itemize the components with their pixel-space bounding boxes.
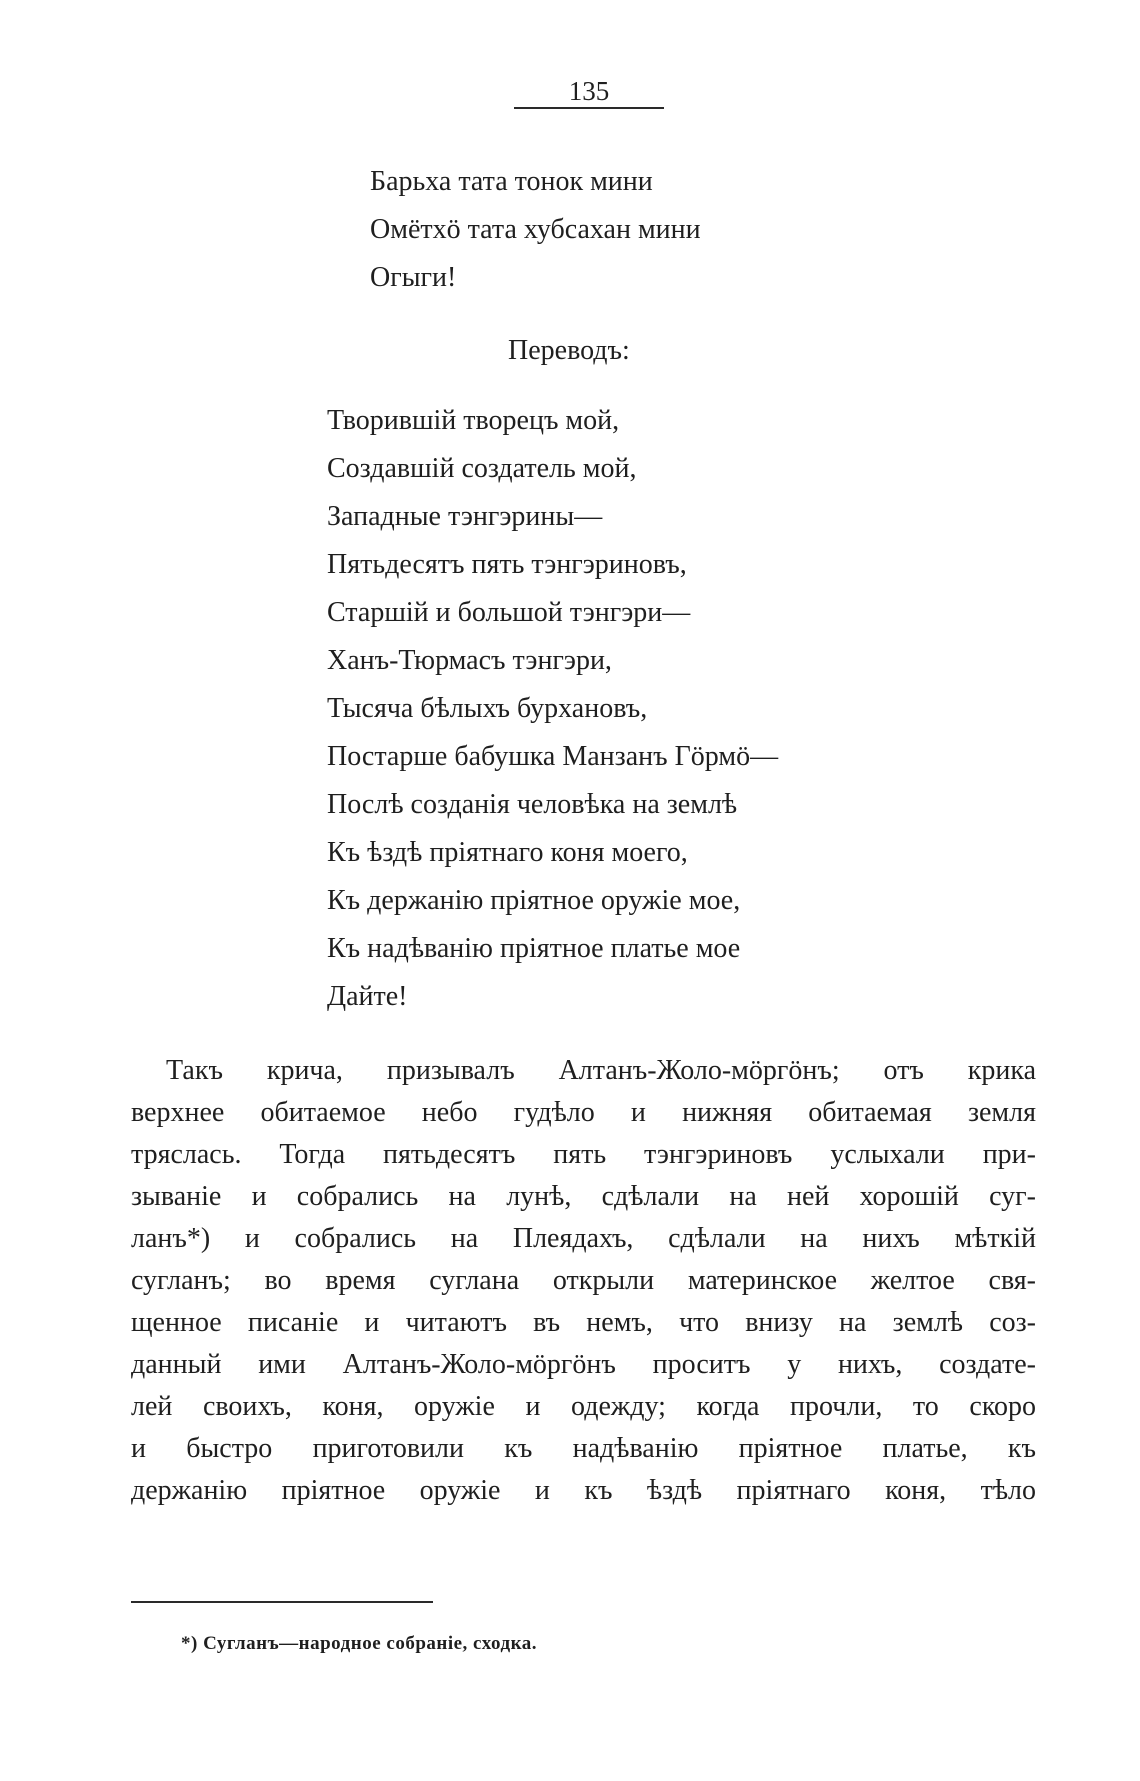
verse-line: Послѣ созданія человѣка на землѣ bbox=[327, 789, 738, 820]
prose-line: лей своихъ, коня, оружіе и одежду; когда прочли, то скоро bbox=[131, 1391, 1036, 1422]
footnote: *) Сугланъ—народное собраніе, сходка. bbox=[181, 1633, 537, 1654]
prose-line: зываніе и собрались на лунѣ, сдѣлали на ней хорошій суг- bbox=[131, 1181, 1036, 1212]
verse-line: Къ ѣздѣ пріятнаго коня моего, bbox=[327, 837, 688, 868]
prose-line: верхнее обитаемое небо гудѣло и нижняя обитаемая земля bbox=[131, 1097, 1036, 1128]
prose-paragraph bbox=[131, 1050, 1036, 1512]
verse-line: Создавшій создатель мой, bbox=[327, 453, 637, 484]
verse-line: Омётхö тата хубсахан мини bbox=[370, 214, 701, 245]
prose-line: данный ими Алтанъ-Жоло-мöргöнъ проситъ у нихъ, создате- bbox=[131, 1349, 1036, 1380]
verse-line: Барьха тата тонок мини bbox=[370, 166, 653, 197]
verse-line: Ханъ-Тюрмасъ тэнгэри, bbox=[327, 645, 612, 676]
verse-line: Пятьдесятъ пять тэнгэриновъ, bbox=[327, 549, 687, 580]
verse-line: Дайте! bbox=[327, 981, 408, 1012]
prose-line: сугланъ; во время суглана открыли материнское желтое свя- bbox=[131, 1265, 1036, 1296]
prose-line: Такъ крича, призывалъ Алтанъ-Жоло-мöргöнъ; отъ крика bbox=[166, 1055, 1036, 1086]
verse-line: Западные тэнгэрины— bbox=[327, 501, 603, 532]
prose-line: щенное писаніе и читаютъ въ немъ, что внизу на землѣ соз- bbox=[131, 1307, 1036, 1338]
page-number: 135 bbox=[514, 75, 664, 109]
buryat-verse bbox=[370, 158, 701, 302]
prose-line: держанію пріятное оружіе и къ ѣздѣ пріятнаго коня, тѣло bbox=[131, 1475, 1036, 1506]
russian-translation-verse bbox=[327, 397, 778, 1021]
footnote-divider bbox=[131, 1601, 433, 1603]
verse-line: Тысяча бѣлыхъ бурхановъ, bbox=[327, 693, 648, 724]
prose-line: и быстро приготовили къ надѣванію пріятное платье, къ bbox=[131, 1433, 1036, 1464]
verse-line: Къ надѣванію пріятное платье мое bbox=[327, 933, 741, 964]
translation-heading: Переводъ: bbox=[508, 335, 630, 366]
verse-line: Огыги! bbox=[370, 262, 457, 293]
verse-line: Къ держанію пріятное оружіе мое, bbox=[327, 885, 741, 916]
verse-line: Постарше бабушка Манзанъ Гöрмö— bbox=[327, 741, 779, 772]
verse-line: Старшій и большой тэнгэри— bbox=[327, 597, 691, 628]
prose-line: тряслась. Тогда пятьдесятъ пять тэнгэриновъ услыхали при- bbox=[131, 1139, 1036, 1170]
prose-line: ланъ*) и собрались на Плеядахъ, сдѣлали на нихъ мѣткій bbox=[131, 1223, 1036, 1254]
verse-line: Творившій творецъ мой, bbox=[327, 405, 620, 436]
